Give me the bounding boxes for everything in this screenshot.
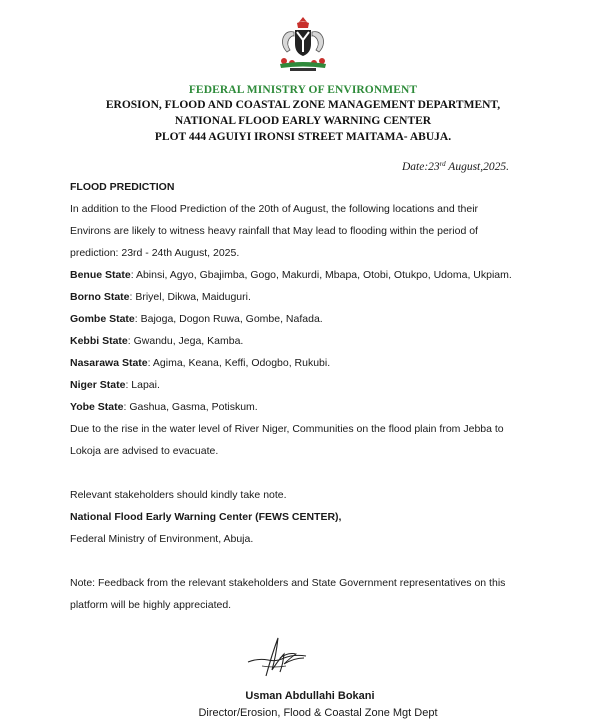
state-entry-benue: Benue State: Abinsi, Agyo, Gbajimba, Gogo, Makurdi, Mbapa, Otobi, Otukpo, Udoma, Ukpiam. [70,269,512,281]
ministry-name: FEDERAL MINISTRY OF ENVIRONMENT [188,84,418,96]
signatory-name: Usman Abdullahi Bokani [245,690,375,702]
state-entry-yobe: Yobe State: Gashua, Gasma, Potiskum. [70,401,258,413]
state-entry-kebbi: Kebbi State: Gwandu, Jega, Kamba. [70,335,244,347]
feedback-note-line: platform will be highly appreciated. [70,599,232,611]
river-note-line: Due to the rise in the water level of River Niger, Communities on the flood plain from Jebba to [70,423,504,435]
signature-icon [244,632,310,684]
coat-of-arms-icon [270,14,336,72]
signoff-center: National Flood Early Warning Center (FEWS CENTER), [70,511,342,523]
document-title: FLOOD PREDICTION [70,181,175,193]
river-note-line: Lokoja are advised to evacuate. [70,445,219,457]
state-entry-nasarawa: Nasarawa State: Agima, Keana, Keffi, Odogbo, Rukubi. [70,357,331,369]
intro-line: In addition to the Flood Prediction of the 20th of August, the following locations and their [70,203,479,215]
department-name: EROSION, FLOOD AND COASTAL ZONE MANAGEMENT DEPARTMENT, [105,99,501,111]
state-entry-borno: Borno State: Briyel, Dikwa, Maiduguri. [70,291,251,303]
address: PLOT 444 AGUIYI IRONSI STREET MAITAMA- ABUJA. [154,131,452,143]
state-entry-gombe: Gombe State: Bajoga, Dogon Ruwa, Gombe, Nafada. [70,313,323,325]
intro-line: Environs are likely to witness heavy rainfall that May lead to flooding within the period of [70,225,478,237]
feedback-note-line: Note: Feedback from the relevant stakeholders and State Government representatives on this [70,577,506,589]
signoff-ministry: Federal Ministry of Environment, Abuja. [70,533,254,545]
stakeholders-note: Relevant stakeholders should kindly take note. [70,489,287,501]
document-date: Date:23rd August,2025. [401,160,509,173]
intro-line: prediction: 23rd - 24th August, 2025. [70,247,240,259]
center-name: NATIONAL FLOOD EARLY WARNING CENTER [174,115,432,127]
state-entry-niger: Niger State: Lapai. [70,379,160,391]
signatory-title: Director/Erosion, Flood & Coastal Zone Mgt Dept [198,707,438,719]
